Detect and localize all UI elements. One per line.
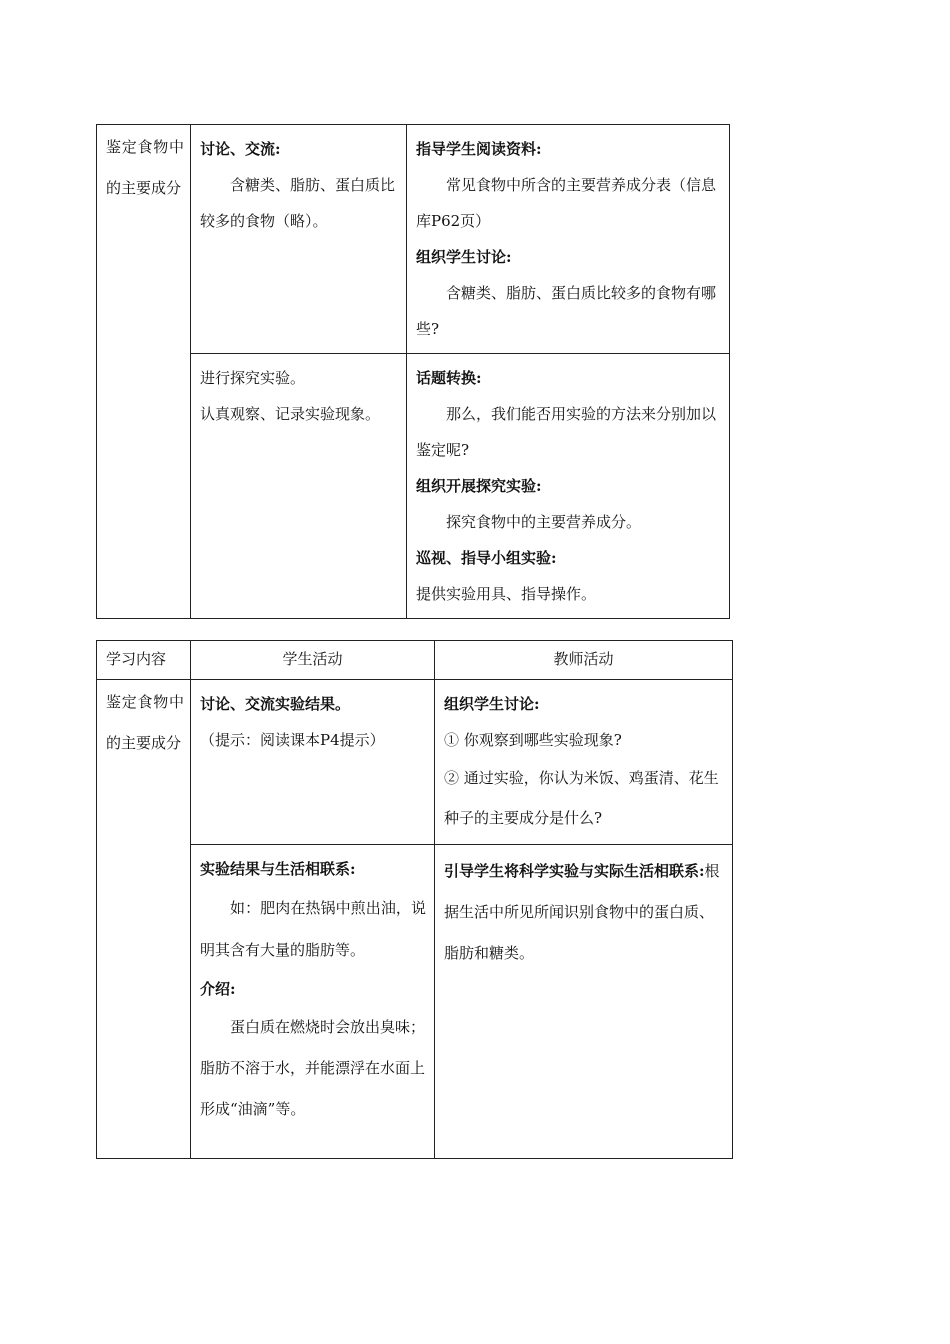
student-activity-cell (191, 125, 407, 354)
teacher-question-1: ① 你观察到哪些实验现象? (444, 731, 622, 749)
activity-table-1 (96, 124, 730, 619)
topic-cell (97, 680, 191, 1159)
student-activity-cell (191, 845, 435, 1159)
teacher-activity-cell (435, 680, 733, 845)
teacher-title-link: 引导学生将科学实验与实际生活相联系: (444, 862, 705, 880)
teacher-title-discussion: 组织学生讨论: (416, 248, 512, 266)
teacher-title-experiment: 组织开展探究实验: (416, 477, 542, 495)
topic-text: 鉴定食物中的主要成分 (106, 693, 184, 752)
teacher-title-reading: 指导学生阅读资料: (416, 140, 542, 158)
header-learning-content: 学习内容 (97, 641, 191, 680)
student-text-experiment: 进行探究实验。 (200, 369, 306, 387)
student-text-life: 如：肥肉在热锅中煎出油，说明其含有大量的脂肪等。 (200, 899, 426, 959)
teacher-text-reading: 常见食物中所含的主要营养成分表（信息库P62页） (416, 176, 717, 230)
student-text-intro: 蛋白质在燃烧时会放出臭味；脂肪不溶于水，并能漂浮在水面上形成“油滴”等。 (200, 1018, 426, 1118)
student-activity-cell (191, 680, 435, 845)
teacher-text-link (444, 851, 724, 974)
student-title: 讨论、交流: (200, 140, 281, 158)
teacher-text-identify: 根据生活中所见所闻识别食物中的蛋白质、脂肪和糖类。 (444, 862, 720, 962)
teacher-activity-cell (407, 125, 730, 354)
student-title: 讨论、交流实验结果。 (200, 695, 351, 713)
teacher-title-topic-switch: 话题转换: (416, 369, 482, 387)
header-teacher-activity: 教师活动 (435, 641, 733, 680)
student-text-observe: 认真观察、记录实验现象。 (200, 405, 381, 423)
header-student-activity: 学生活动 (191, 641, 435, 680)
teacher-title: 组织学生讨论: (444, 695, 540, 713)
topic-text: 鉴定食物中的主要成分 (106, 138, 184, 197)
topic-cell (97, 125, 191, 619)
student-title-life: 实验结果与生活相联系: (200, 860, 356, 878)
student-text: 含糖类、脂肪、蛋白质比较多的食物（略）。 (200, 176, 396, 230)
student-hint: （提示：阅读课本P4提示） (200, 731, 385, 749)
teacher-activity-cell (435, 845, 733, 1159)
teacher-text-experiment: 探究食物中的主要营养成分。 (446, 513, 642, 531)
teacher-text-patrol: 提供实验用具、指导操作。 (416, 585, 597, 603)
student-activity-cell (191, 354, 407, 619)
activity-table-2 (96, 640, 733, 1159)
teacher-text-topic-switch: 那么，我们能否用实验的方法来分别加以鉴定呢? (416, 405, 717, 459)
student-title-intro: 介绍: (200, 980, 236, 998)
teacher-text-discussion: 含糖类、脂肪、蛋白质比较多的食物有哪些? (416, 284, 717, 338)
teacher-title-patrol: 巡视、指导小组实验: (416, 549, 557, 567)
teacher-question-2: ② 通过实验，你认为米饭、鸡蛋清、花生种子的主要成分是什么? (444, 769, 719, 827)
teacher-activity-cell (407, 354, 730, 619)
